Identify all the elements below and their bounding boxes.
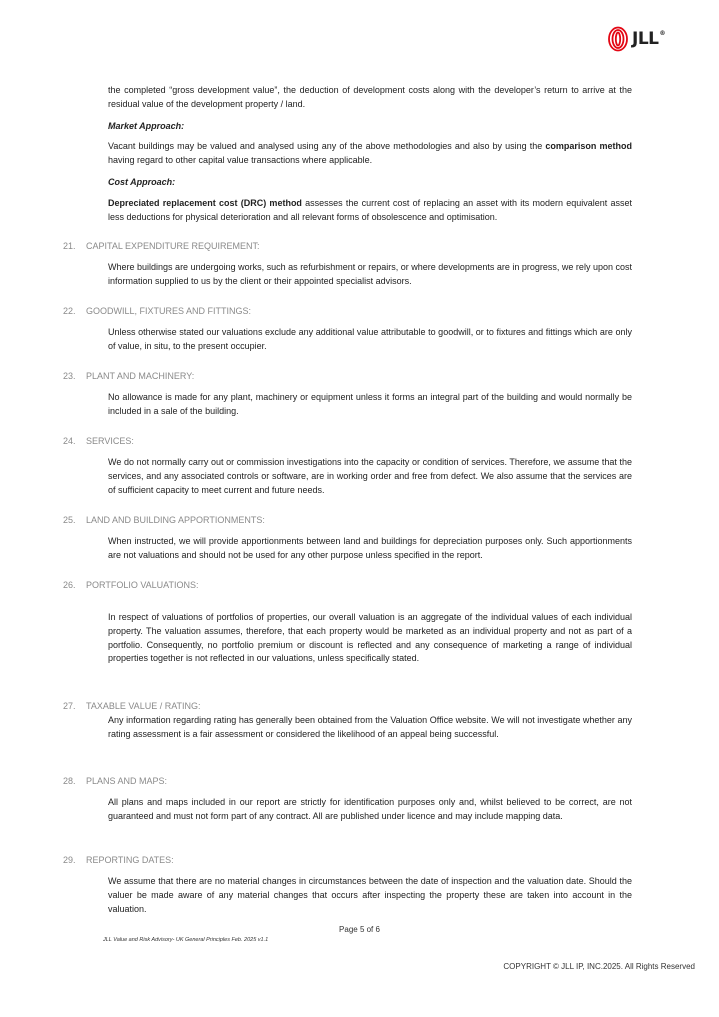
section-body-21: Where buildings are undergoing works, such as refurbishment or repairs, or where developments are in progress, we rely upon cost information supplied to us by the client or their appointed specialist advisors. bbox=[108, 262, 632, 286]
comparison-method-term: comparison method bbox=[545, 141, 632, 151]
jll-logo bbox=[607, 25, 671, 53]
section-heading-25: 25. LAND AND BUILDING APPORTIONMENTS: bbox=[63, 515, 265, 525]
section-body-24: We do not normally carry out or commission investigations into the capacity or condition of services. Therefore, we assume that the services, and any associated controls or software, are in working order and free from defect. We also assume that the services are of sufficient capacity to meet current and future needs. bbox=[108, 457, 632, 495]
drc-method-term: Depreciated replacement cost (DRC) method bbox=[108, 198, 302, 208]
jll-flame-icon bbox=[607, 26, 629, 52]
section-body-22: Unless otherwise stated our valuations exclude any additional value attributable to goodwill, or to fixtures and fittings which are only of value, in situ, to the present occupier. bbox=[108, 327, 632, 351]
market-approach-paragraph: Vacant buildings may be valued and analysed using any of the above methodologies and also by using the comparison method having regard to other capital value transactions where applicable. bbox=[108, 141, 632, 165]
jll-logo-text: JLL® bbox=[632, 28, 665, 49]
cost-approach-heading: Cost Approach: bbox=[108, 177, 176, 187]
section-heading-29: 29. REPORTING DATES: bbox=[63, 855, 174, 865]
section-heading-21: 21. CAPITAL EXPENDITURE REQUIREMENT: bbox=[63, 241, 260, 251]
section-heading-23: 23. PLANT AND MACHINERY: bbox=[63, 371, 195, 381]
section-heading-26: 26. PORTFOLIO VALUATIONS: bbox=[63, 580, 199, 590]
section-body-28: All plans and maps included in our report are strictly for identification purposes only and, whilst believed to be correct, are not guaranteed and must not form part of any contract. All are published under licence and may include mapping data. bbox=[108, 797, 632, 821]
page-number: Page 5 of 6 bbox=[339, 925, 380, 934]
market-approach-heading: Market Approach: bbox=[108, 121, 185, 131]
section-body-29: We assume that there are no material changes in circumstances between the date of inspection and the valuation date. Should the valuer be made aware of any material changes that occurs after inspecting the property these are taken into account in the valuation. bbox=[108, 876, 632, 914]
section-heading-28: 28. PLANS AND MAPS: bbox=[63, 776, 168, 786]
cost-approach-paragraph: Depreciated replacement cost (DRC) method assesses the current cost of replacing an asset with its modern equivalent asset less deductions for physical deterioration and all relevant forms of obsolescence and optimisation. bbox=[108, 198, 632, 222]
section-heading-22: 22. GOODWILL, FIXTURES AND FITTINGS: bbox=[63, 306, 252, 316]
section-heading-27: 27. TAXABLE VALUE / RATING: bbox=[63, 701, 201, 711]
section-body-27: Any information regarding rating has generally been obtained from the Valuation Office website. We will not investigate whether any rating assessment is a fair assessment or considered the likelihood of an appeal being successful. bbox=[108, 715, 632, 739]
section-body-25: When instructed, we will provide apportionments between land and buildings for depreciation purposes only. Such apportionments are not valuations and should not be used for any other purpose unless specified in the report. bbox=[108, 536, 632, 560]
section-body-26: In respect of valuations of portfolios of properties, our overall valuation is an aggregate of the individual values of each individual property. The valuation assumes, therefore, that each property would be marketed as an individual property and not as part of a portfolio. Consequently, no portfolio premium or discount is reflected and any consequence of marketing a range of individual properties together is not reflected in our valuations, unless specifically stated. bbox=[108, 612, 632, 664]
intro-paragraph: the completed “gross development value”, the deduction of development costs along with the developer’s return to arrive at the residual value of the development property / land. bbox=[108, 85, 632, 109]
section-body-23: No allowance is made for any plant, machinery or equipment unless it forms an integral part of the building and would normally be included in a sale of the building. bbox=[108, 392, 632, 416]
document-reference: JLL Value and Risk Advisory- UK General Principles Feb. 2025 v1.1 bbox=[103, 937, 269, 943]
copyright-notice: COPYRIGHT © JLL IP, INC.2025. All Rights Reserved bbox=[503, 962, 695, 971]
section-heading-24: 24. SERVICES: bbox=[63, 436, 134, 446]
